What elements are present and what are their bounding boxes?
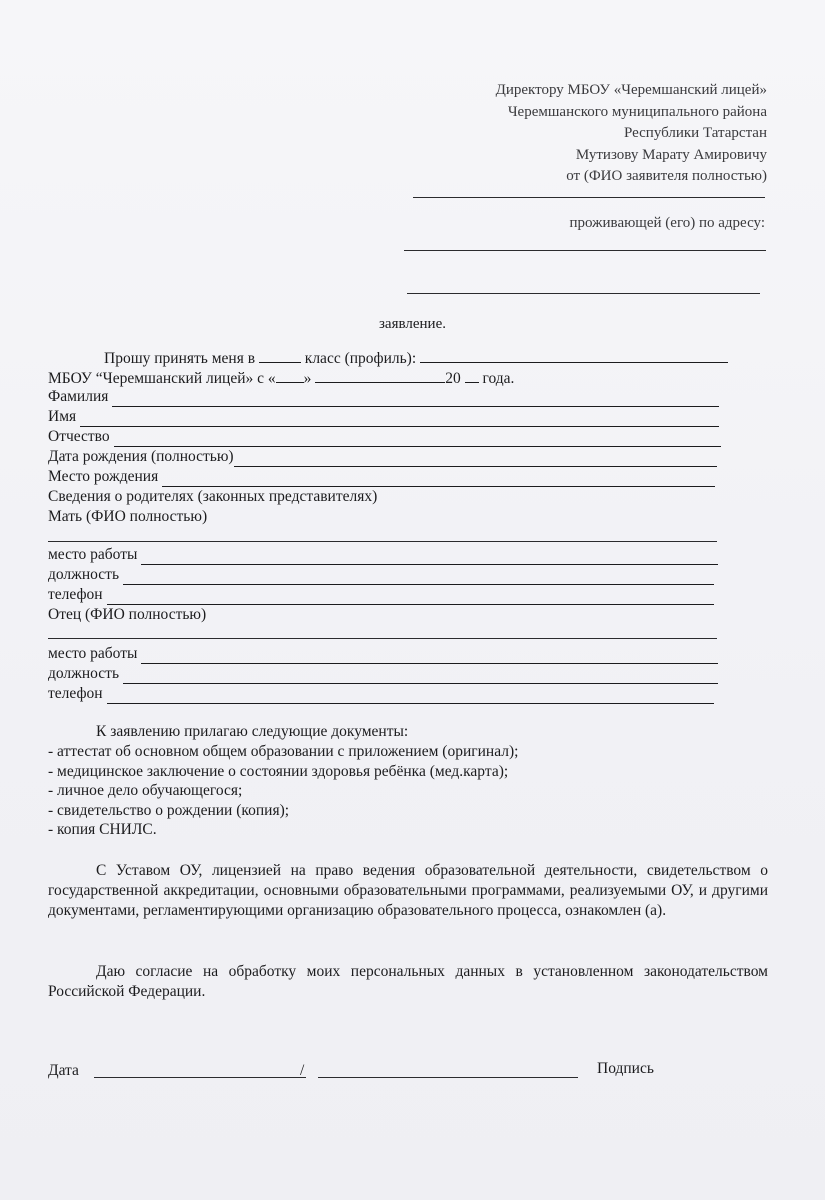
mother-position-line[interactable] [123, 570, 714, 585]
applicant-label: от (ФИО заявителя полностью) [566, 168, 767, 184]
mother-work-line[interactable] [141, 550, 718, 565]
birth-place-label: Место рождения [48, 468, 159, 485]
year-blank[interactable] [465, 368, 479, 383]
name-line[interactable] [80, 412, 719, 427]
patronymic-line[interactable] [114, 432, 721, 447]
year-suffix: года. [482, 370, 515, 387]
father-position-field[interactable] [48, 664, 718, 684]
birth-date-field[interactable] [48, 447, 717, 467]
address-line-2[interactable] [407, 293, 760, 294]
request-line-1 [104, 348, 728, 369]
list-item: - личное дело обучающегося; [48, 782, 243, 799]
addressee-line: Директору МБОУ «Черемшанский лицей» [495, 82, 767, 98]
mother-work-field[interactable] [48, 545, 718, 565]
father-position-line[interactable] [123, 669, 718, 684]
mother-name-line[interactable] [48, 541, 717, 542]
document-title: заявление. [379, 316, 446, 332]
patronymic-label: Отчество [48, 428, 110, 445]
address-line-1[interactable] [404, 250, 766, 251]
father-phone-line[interactable] [107, 689, 714, 704]
list-item: - свидетельство о рождении (копия); [48, 801, 290, 819]
day-blank[interactable] [276, 368, 304, 383]
address-label: проживающей (его) по адресу: [569, 215, 765, 231]
request-line-2 [48, 368, 514, 389]
quote-close: » [303, 370, 312, 387]
patronymic-field[interactable] [48, 427, 721, 447]
mother-position-field[interactable] [48, 565, 714, 585]
addressee-line: Черемшанского муниципального района [507, 103, 767, 120]
year-prefix: 20 [445, 370, 461, 387]
father-work-label: место работы [48, 645, 138, 662]
profile-blank[interactable] [420, 348, 728, 363]
documents-list [48, 742, 518, 840]
father-work-line[interactable] [141, 649, 718, 664]
parents-heading: Сведения о родителях (законных представителях) [48, 488, 378, 505]
request-text: Прошу принять меня в [104, 350, 256, 367]
mother-phone-label: телефон [48, 586, 103, 603]
surname-label: Фамилия [48, 388, 109, 405]
class-blank[interactable] [259, 348, 301, 363]
list-item: - копия СНИЛС. [48, 821, 157, 838]
profile-text: класс (профиль): [304, 350, 417, 367]
acknowledgment-paragraph: С Уставом ОУ, лицензией на право ведения образовательной деятельности, свидетельством о государственной аккредитации, основными образовательными программами, реализуемыми ОУ, и другими документами, регламентирующими организацию образовательного процесса, ознакомлен (а). [48, 862, 768, 919]
documents-intro: К заявлению прилагаю следующие документы: [96, 723, 409, 740]
mother-phone-line[interactable] [107, 590, 714, 605]
father-name-line[interactable] [48, 638, 717, 639]
birth-place-field[interactable] [48, 467, 715, 487]
date-line[interactable] [94, 1077, 306, 1078]
father-phone-label: телефон [48, 685, 103, 702]
school-text: МБОУ “Черемшанский лицей» с « [48, 370, 276, 387]
list-item: - аттестат об основном общем образовании с приложением (оригинал); [48, 743, 519, 760]
list-item: - медицинское заключение о состоянии здоровья ребёнка (мед.карта); [48, 762, 509, 780]
mother-position-label: должность [48, 566, 120, 583]
surname-line[interactable] [112, 392, 719, 407]
month-blank[interactable] [315, 368, 445, 383]
name-field[interactable] [48, 407, 719, 427]
signature-label: Подпись [597, 1060, 654, 1077]
consent-paragraph: Даю согласие на обработку моих персональных данных в установленном законодательством Российской Федерации. [48, 963, 768, 1000]
name-label: Имя [48, 408, 77, 425]
surname-field[interactable] [48, 387, 719, 407]
birth-place-line[interactable] [162, 472, 715, 487]
signature-line[interactable] [318, 1077, 578, 1078]
father-work-field[interactable] [48, 644, 718, 664]
mother-work-label: место работы [48, 546, 138, 563]
date-label: Дата [48, 1062, 79, 1079]
mother-label: Мать (ФИО полностью) [48, 508, 208, 525]
applicant-name-line[interactable] [413, 197, 765, 198]
date-separator: / [300, 1062, 305, 1079]
addressee-line: Мутизову Марату Амировичу [575, 146, 767, 163]
father-position-label: должность [48, 665, 120, 682]
birth-date-label: Дата рождения (полностью) [48, 448, 234, 465]
birth-date-line[interactable] [234, 452, 717, 467]
father-phone-field[interactable] [48, 684, 714, 704]
father-label: Отец (ФИО полностью) [48, 606, 207, 623]
mother-phone-field[interactable] [48, 585, 714, 605]
addressee-block [496, 80, 767, 188]
addressee-line: Республики Татарстан [623, 125, 767, 141]
